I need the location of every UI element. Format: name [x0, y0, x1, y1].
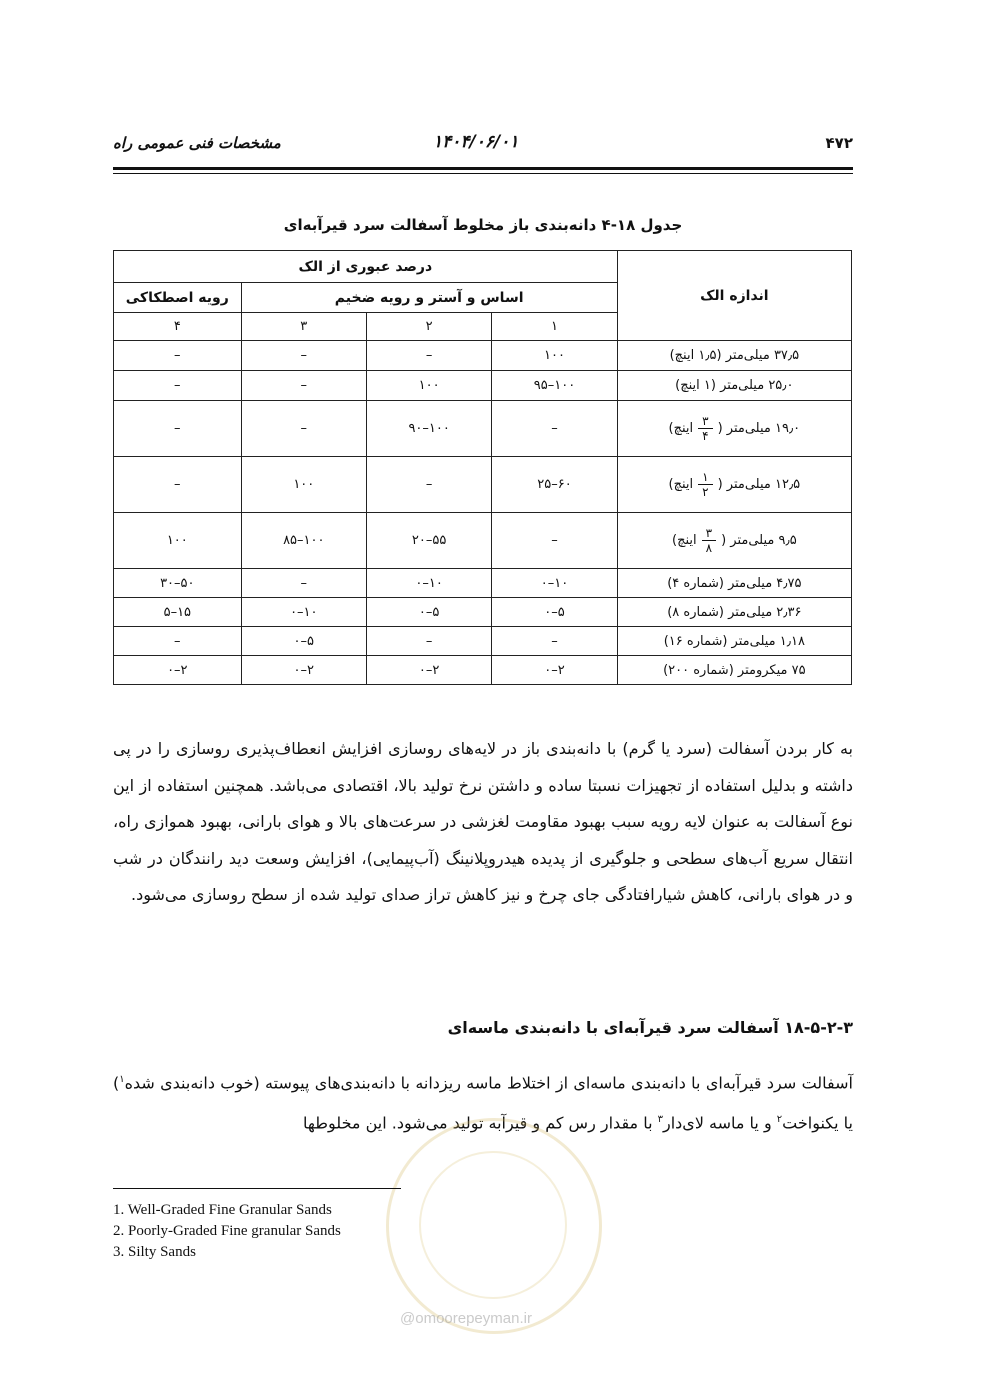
cell: – [366, 457, 491, 513]
para2-text: و یا ماسه لای‌دار [663, 1113, 777, 1133]
header-date: ۱۴۰۴/۰۶/۰۱ [433, 132, 519, 152]
gradation-table [113, 250, 852, 685]
watermark-seal [386, 1118, 602, 1334]
fraction-numerator: ۳ [702, 526, 716, 541]
footnote-mark: ۱ [119, 1074, 125, 1085]
cell: ۲–۰ [114, 656, 242, 685]
cell: – [114, 457, 242, 513]
fraction [698, 470, 712, 499]
sieve-size-suffix: اینچ) [668, 477, 694, 492]
cell: – [492, 401, 617, 457]
group-header-friction: رویه اصطکاکی [114, 283, 242, 313]
col-number: ۲ [366, 313, 491, 341]
page-number: ۴۷۲ [825, 134, 853, 152]
col-number: ۳ [241, 313, 366, 341]
table-row [114, 627, 852, 656]
table-caption: جدول ۱۸-۴ دانه‌بندی باز مخلوط آسفالت سرد قیرآبه‌ای [283, 216, 683, 234]
sieve-size-suffix: اینچ) [672, 533, 697, 548]
cell: – [114, 341, 242, 371]
fraction [698, 414, 712, 443]
footnote-mark: ۲ [776, 1113, 783, 1125]
header-rule-thin [113, 173, 853, 174]
cell: – [366, 627, 491, 656]
table-row [114, 401, 852, 457]
table-row [114, 371, 852, 401]
sieve-size [617, 401, 851, 457]
sieve-size-prefix: ۹٫۵ میلی‌متر ( [721, 533, 797, 548]
cell: ۲–۰ [366, 656, 491, 685]
table-row [114, 656, 852, 685]
para2-text: با مقدار رس کم و قیرآبه تولید می‌شود. این مخلوطها [303, 1113, 658, 1133]
footnote-rule [113, 1188, 401, 1189]
cell: ۱۰۰–۹۰ [366, 401, 491, 457]
col-number: ۱ [492, 313, 617, 341]
group-header-base: اساس و آستر و رویه ضخیم [241, 283, 617, 313]
fraction-denominator: ۸ [705, 541, 713, 555]
sieve-size-prefix: ۱۹٫۰ میلی‌متر ( [717, 421, 801, 436]
cell: ۱۰۰ [114, 513, 242, 569]
sieve-size: ۲۵٫۰ میلی‌متر (۱ اینچ) [617, 371, 851, 401]
cell: – [492, 627, 617, 656]
table-row [114, 513, 852, 569]
body-paragraph: به کار بردن آسفالت (سرد یا گرم) با دانه‌بندی باز در لایه‌های روسازی افزایش انعطاف‌پذیری روسازی را در پی داشته و بدلیل استفاده از تجهیزات نسبتا ساده و داشتن نرخ تولید بالا، اقتصادی می‌باشد. همچنین استفاده از این نوع آسفالت به عنوان لایه رویه سبب بهبود مقاومت لغزشی در سرعت‌های بالا و هوای بارانی، بهبود هموازی راه، انتقال سریع آب‌های سطحی و جلوگیری از پدیده هیدروپلانینگ (آب‌پیمایی)، افزایش وسعت دید رانندگان در شب و در هوای بارانی، کاهش شیارافتادگی جای چرخ و نیز کاهش تراز صدای تولید شده از سطح روسازی می‌شود. [113, 739, 853, 904]
cell: ۱۰۰ [492, 341, 617, 371]
fraction-denominator: ۴ [702, 429, 709, 443]
footnote: 3. Silty Sands [113, 1244, 196, 1260]
sieve-size-prefix: ۱۲٫۵ میلی‌متر ( [717, 477, 801, 492]
cell: ۲–۰ [492, 656, 617, 685]
cell: ۱۰۰–۸۵ [241, 513, 366, 569]
sieve-size: ۱٫۱۸ میلی‌متر (شماره ۱۶) [617, 627, 851, 656]
sieve-size-suffix: اینچ) [668, 421, 694, 436]
header-rule-thick [113, 167, 853, 170]
fraction-numerator: ۳ [698, 414, 712, 429]
footnote: 1. Well-Graded Fine Granular Sands [113, 1202, 332, 1218]
cell: ۵–۰ [492, 598, 617, 627]
col-number: ۴ [114, 313, 242, 341]
cell: ۶۰–۲۵ [492, 457, 617, 513]
fraction-denominator: ۲ [702, 485, 709, 499]
cell: ۵–۰ [366, 598, 491, 627]
para2-text: آسفالت سرد قیرآبه‌ای با دانه‌بندی ماسه‌ای از اختلاط ماسه ریزدانه با دانه‌بندی‌های پیوسته (خوب دانه‌بندی شده [124, 1073, 853, 1093]
cell: ۱۰۰ [366, 371, 491, 401]
cell: – [241, 341, 366, 371]
cell: – [114, 627, 242, 656]
section-heading: ۱۸-۵-۲-۳ آسفالت سرد قیرآبه‌ای با دانه‌بندی ماسه‌ای [447, 1018, 853, 1037]
cell: ۱۵–۵ [114, 598, 242, 627]
cell: – [241, 401, 366, 457]
table-row [114, 457, 852, 513]
para2-text: ) یا یکنواخت [113, 1073, 853, 1133]
cell: ۱۰–۰ [492, 569, 617, 598]
cell: – [366, 341, 491, 371]
cell: – [241, 371, 366, 401]
sieve-size: ۷۵ میکرومتر (شماره ۲۰۰) [617, 656, 851, 685]
cell: ۵۵–۲۰ [366, 513, 491, 569]
cell: ۱۰–۰ [241, 598, 366, 627]
sieve-size: ۴٫۷۵ میلی‌متر (شماره ۴) [617, 569, 851, 598]
sieve-size: ۳۷٫۵ میلی‌متر (۱٫۵ اینچ) [617, 341, 851, 371]
col-header-passing: درصد عبوری از الک [114, 251, 618, 283]
fraction [702, 526, 716, 555]
book-title: مشخصات فنی عمومی راه [113, 134, 281, 152]
cell: ۱۰–۰ [366, 569, 491, 598]
table-row [114, 569, 852, 598]
cell: – [114, 401, 242, 457]
col-header-size: اندازه الک [617, 251, 851, 341]
cell: ۲–۰ [241, 656, 366, 685]
cell: – [492, 513, 617, 569]
cell: ۵۰–۳۰ [114, 569, 242, 598]
watermark-text: @omoorepeyman.ir [400, 1310, 532, 1327]
footnote-mark: ۳ [657, 1113, 663, 1125]
table-row [114, 341, 852, 371]
cell: – [114, 371, 242, 401]
footnote: 2. Poorly-Graded Fine granular Sands [113, 1223, 341, 1239]
page-header [113, 126, 853, 160]
cell: ۵–۰ [241, 627, 366, 656]
footnotes [113, 1200, 341, 1263]
cell: ۱۰۰–۹۵ [492, 371, 617, 401]
fraction-numerator: ۱ [698, 470, 712, 485]
sieve-size [617, 513, 851, 569]
cell: – [241, 569, 366, 598]
sieve-size [617, 457, 851, 513]
sieve-size: ۲٫۳۶ میلی‌متر (شماره ۸) [617, 598, 851, 627]
cell: ۱۰۰ [241, 457, 366, 513]
table-row [114, 598, 852, 627]
